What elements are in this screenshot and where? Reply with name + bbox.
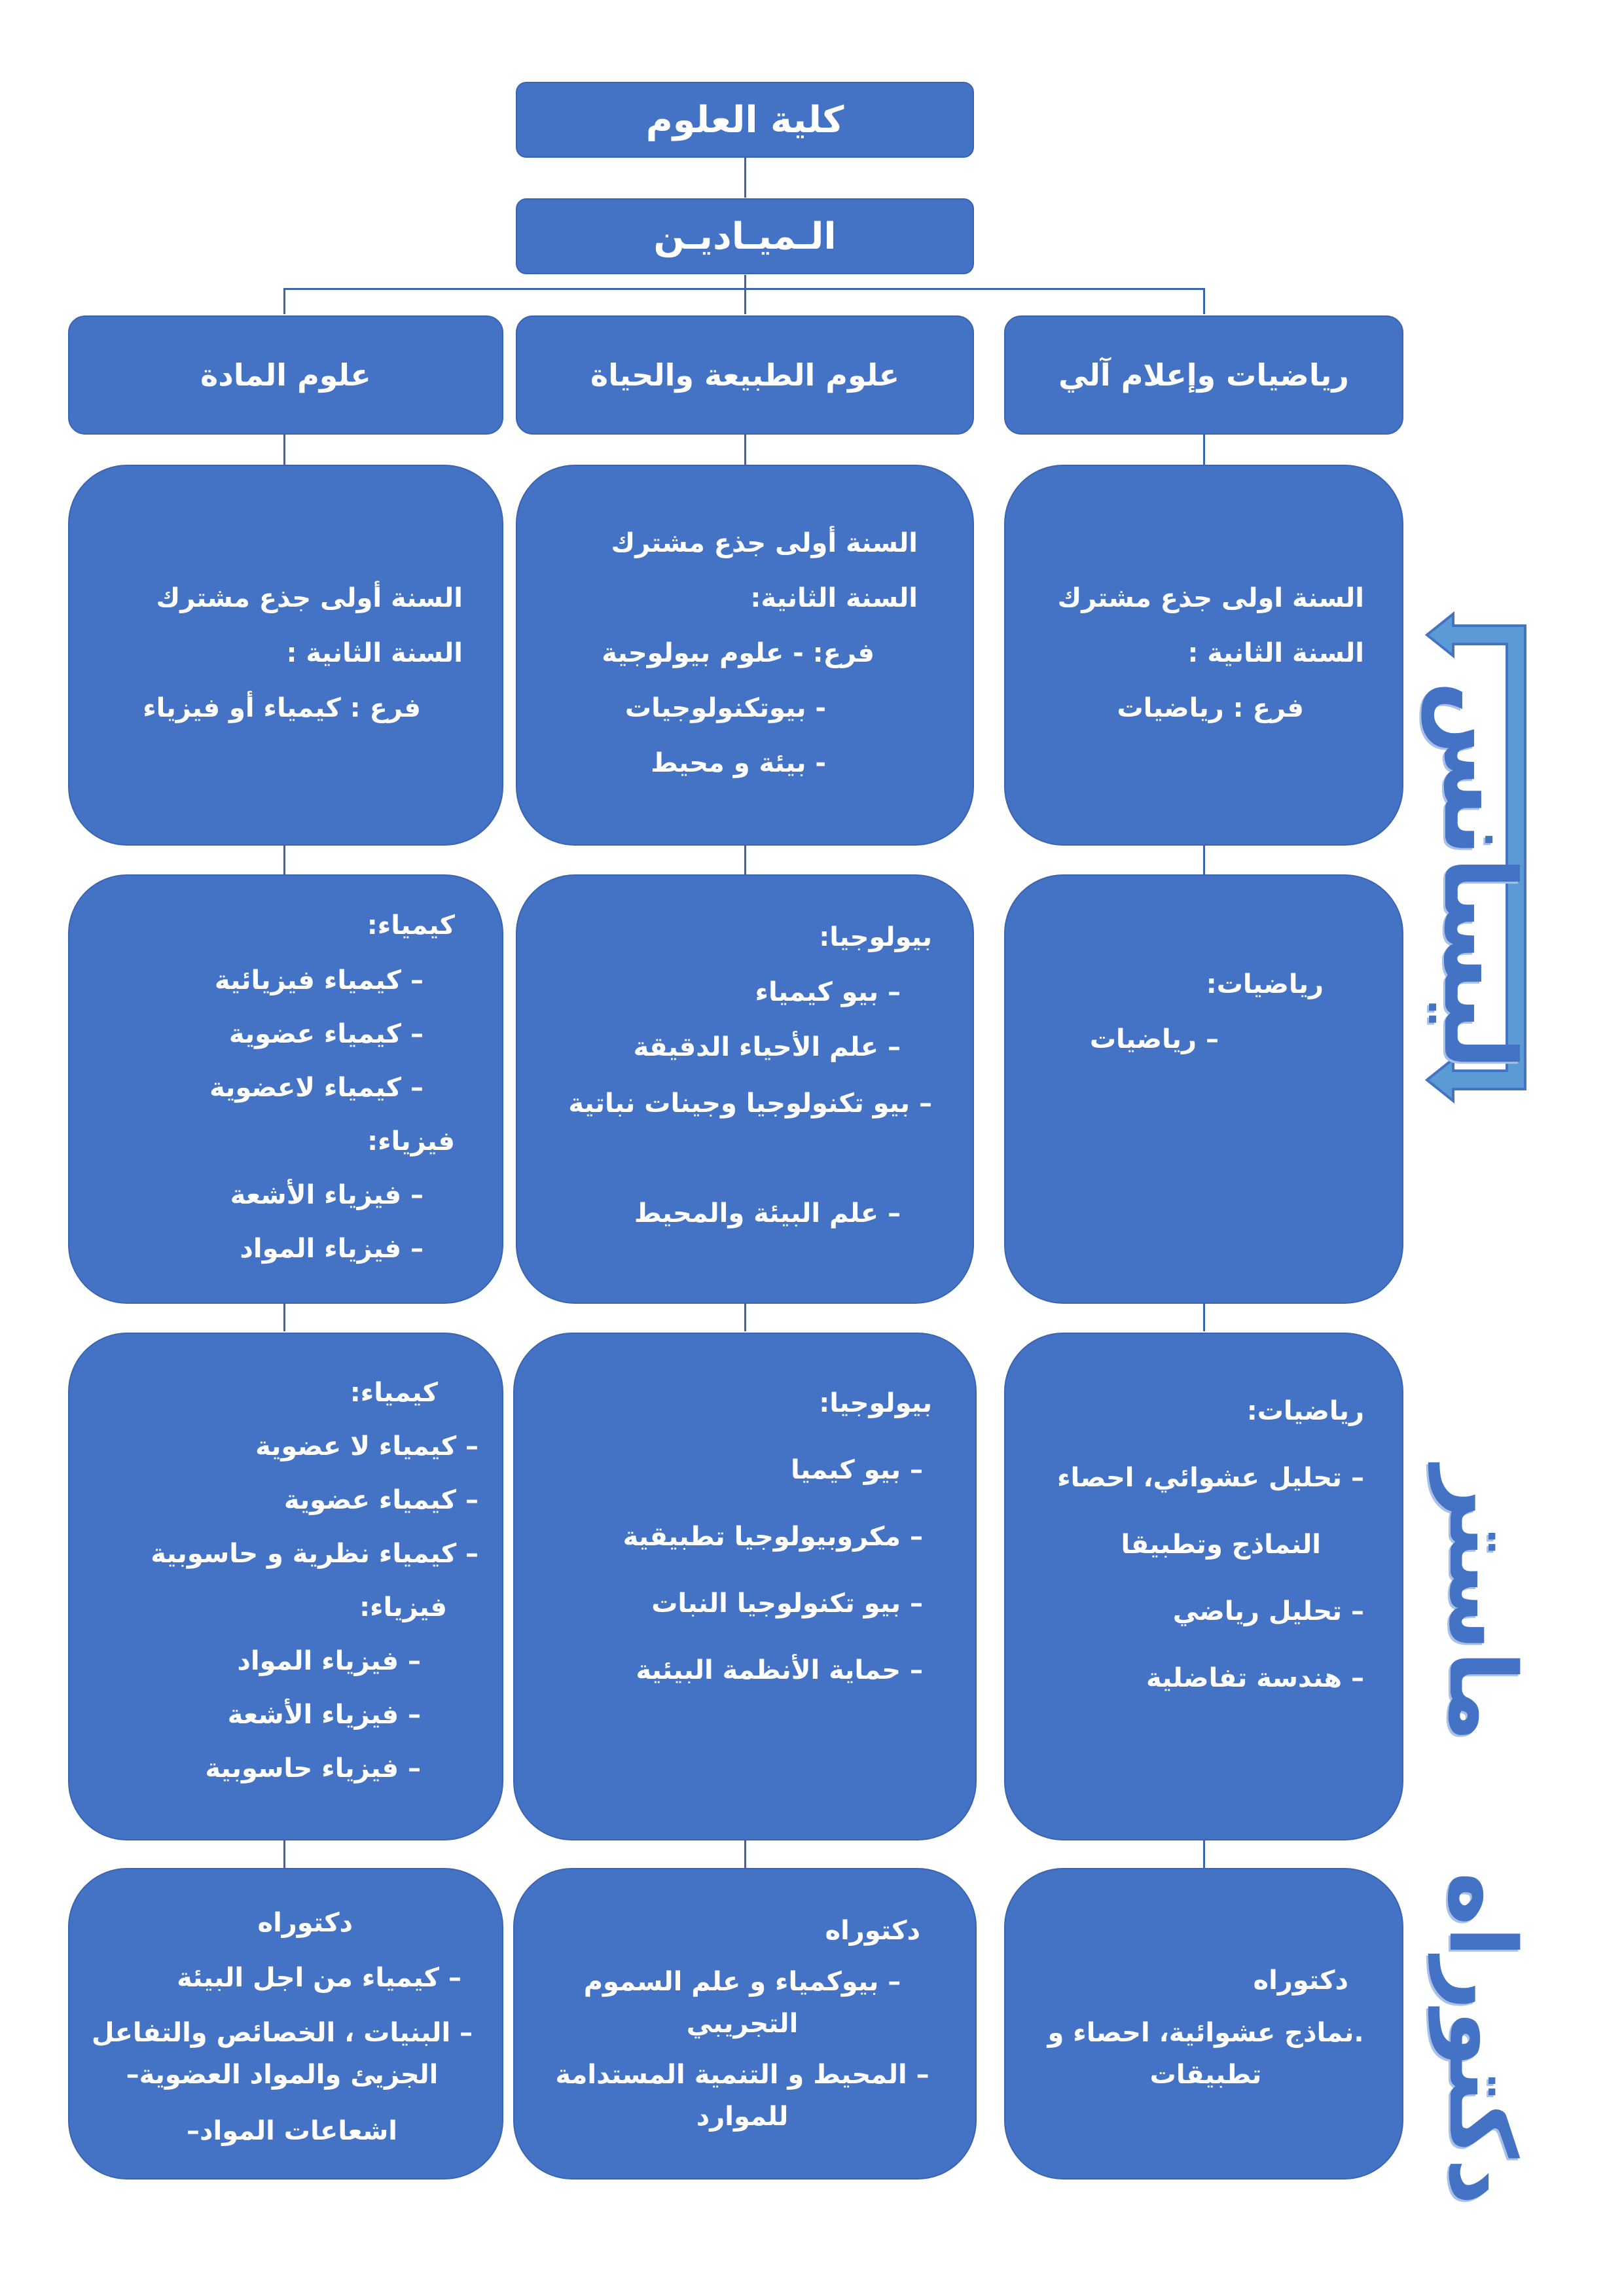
- column-label-matter: علوم المادة: [200, 357, 371, 393]
- list-item: – مكروبيولوجيا تطبيقية: [623, 1522, 923, 1552]
- card-title: دكتوراه: [825, 1916, 920, 1946]
- list-item: – بيوكمياء و علم السموم التجريبي: [583, 1967, 901, 2039]
- card-title: دكتوراه: [257, 1908, 353, 1938]
- connector-bio-2: [744, 846, 746, 874]
- list-item: – كيمياء فيزيائية: [214, 965, 424, 996]
- list-item: – بيو تكنولوجيا وجينات نباتية: [568, 1088, 932, 1119]
- list-item: النماذج وتطبيقا: [1121, 1530, 1321, 1560]
- list-item: – بيو كيمياء: [755, 977, 901, 1007]
- doctorate-card-bio: [513, 1868, 977, 2179]
- list-item: – تحليل رياضي: [1172, 1596, 1364, 1626]
- connector-matter-1: [283, 435, 285, 465]
- card-line: السنة اولى جذع مشترك: [1057, 583, 1364, 613]
- master-card-bio: [513, 1333, 977, 1840]
- list-item: – حماية الأنظمة البيئية: [636, 1655, 923, 1685]
- list-item: – علم البيئة والمحيط: [634, 1198, 901, 1229]
- master-card-math: [1004, 1333, 1403, 1840]
- connector-bio-4: [744, 1839, 746, 1868]
- level-label-licence: ليسانس: [1422, 681, 1536, 1070]
- column-header-bio: [516, 315, 974, 435]
- column-label-math: رياضيات وإعلام آلي: [1058, 357, 1349, 393]
- doctorate-card-math: [1004, 1868, 1403, 2179]
- card-line: السنة أولى جذع مشترك: [611, 528, 918, 558]
- connector-matter-3: [283, 1304, 285, 1331]
- doctorate-card-matter: [68, 1868, 503, 2179]
- card-line: - بيوتكنولوجيات: [624, 693, 826, 723]
- list-item: – رياضيات: [1089, 1024, 1219, 1054]
- card-title: كيمياء:: [350, 1378, 438, 1408]
- card-title: بيولوجيا:: [819, 1388, 932, 1418]
- card-title: كيمياء:: [367, 910, 455, 941]
- list-item: – علم الأحياء الدقيقة: [633, 1032, 901, 1062]
- card-title: رياضيات:: [1206, 969, 1324, 999]
- connector-bio-1: [744, 435, 746, 465]
- list-item: – فيزياء حاسوبية: [205, 1753, 421, 1784]
- domains-title: الـميـاديـن: [653, 215, 837, 258]
- master-card-matter: [68, 1333, 503, 1840]
- licence-specialty-math: [1004, 874, 1403, 1304]
- connector-math-2: [1203, 846, 1205, 874]
- card-line: السنة أولى جذع مشترك: [156, 583, 463, 613]
- level-label-doctorate: دكتوراه: [1428, 1872, 1535, 2206]
- faculty-title: كلية العلوم: [645, 98, 844, 141]
- list-item: – البنيات ، الخصائص والتفاعل الجزيئ والمواد العضوية–: [91, 2018, 473, 2090]
- card-line: السنة الثانية:: [750, 583, 918, 613]
- card-title: بيولوجيا:: [819, 922, 932, 952]
- list-item: – فيزياء المواد: [240, 1234, 424, 1264]
- card-title: فيزياء:: [367, 1126, 455, 1157]
- list-item: – تحليل عشوائي، احصاء: [1057, 1463, 1364, 1493]
- connector-math-4: [1203, 1839, 1205, 1868]
- connector-matter-4: [283, 1839, 285, 1868]
- card-line: السنة الثانية :: [286, 638, 463, 668]
- list-item: – فيزياء الأشعة: [230, 1180, 424, 1210]
- list-item: – المحيط و التنمية المستدامة للموارد: [555, 2060, 929, 2132]
- faculty-header: [516, 82, 974, 158]
- column-header-math: [1004, 315, 1403, 435]
- card-line: فرع : كيمياء أو فيزياء: [143, 693, 421, 723]
- connector-bio-3: [744, 1304, 746, 1331]
- list-item: – بيو تكنولوجيا النبات: [651, 1588, 923, 1619]
- card-title: دكتوراه: [1253, 1965, 1348, 1996]
- connector-domains-bar: [744, 275, 746, 314]
- connector-matter-2: [283, 846, 285, 874]
- level-label-master: ماستر: [1428, 1466, 1535, 1742]
- list-item: – هندسة تفاضلية: [1146, 1663, 1364, 1693]
- list-item: اشعاعات المواد–: [187, 2116, 397, 2146]
- licence-card-bio: [516, 465, 974, 846]
- connector-math-3: [1203, 1304, 1205, 1331]
- licence-specialty-matter: [68, 874, 503, 1304]
- list-item: – كيمياء من اجل البيئة: [177, 1963, 461, 1993]
- licence-specialty-bio: [516, 874, 974, 1304]
- connector-horizontal-bar: [283, 288, 1205, 290]
- card-line: - بيئة و محيط: [651, 748, 826, 778]
- card-title: رياضيات:: [1246, 1396, 1364, 1426]
- column-label-bio: علوم الطبيعة والحياة: [590, 357, 900, 393]
- card-line: فرع : رياضيات: [1117, 693, 1304, 723]
- connector-right: [1203, 288, 1205, 314]
- list-item: – كيمياء لا عضوية: [255, 1431, 478, 1462]
- list-item: – كيمياء عضوية: [228, 1019, 424, 1049]
- licence-card-matter: [68, 465, 503, 846]
- connector-math-1: [1203, 435, 1205, 465]
- connector-left: [283, 288, 285, 314]
- list-item: – كيمياء لاعضوية: [209, 1073, 424, 1103]
- card-title: فيزياء:: [359, 1592, 447, 1623]
- list-item: – كيمياء نظرية و حاسوبية: [151, 1539, 478, 1569]
- list-item: – كيمياء عضوية: [283, 1485, 478, 1515]
- domains-header: [516, 198, 974, 274]
- list-item: – بيو كيميا: [790, 1455, 923, 1485]
- licence-card-math: [1004, 465, 1403, 846]
- card-line: السنة الثانية :: [1187, 638, 1364, 668]
- list-item: .نماذج عشوائية، احصاء و تطبيقات: [1047, 2018, 1364, 2090]
- list-item: – فيزياء المواد: [237, 1646, 421, 1676]
- card-line: فرع: - علوم بيولوجية: [602, 638, 875, 668]
- connector-faculty-domains: [744, 157, 746, 198]
- column-header-matter: [68, 315, 503, 435]
- list-item: – فيزياء الأشعة: [227, 1700, 421, 1730]
